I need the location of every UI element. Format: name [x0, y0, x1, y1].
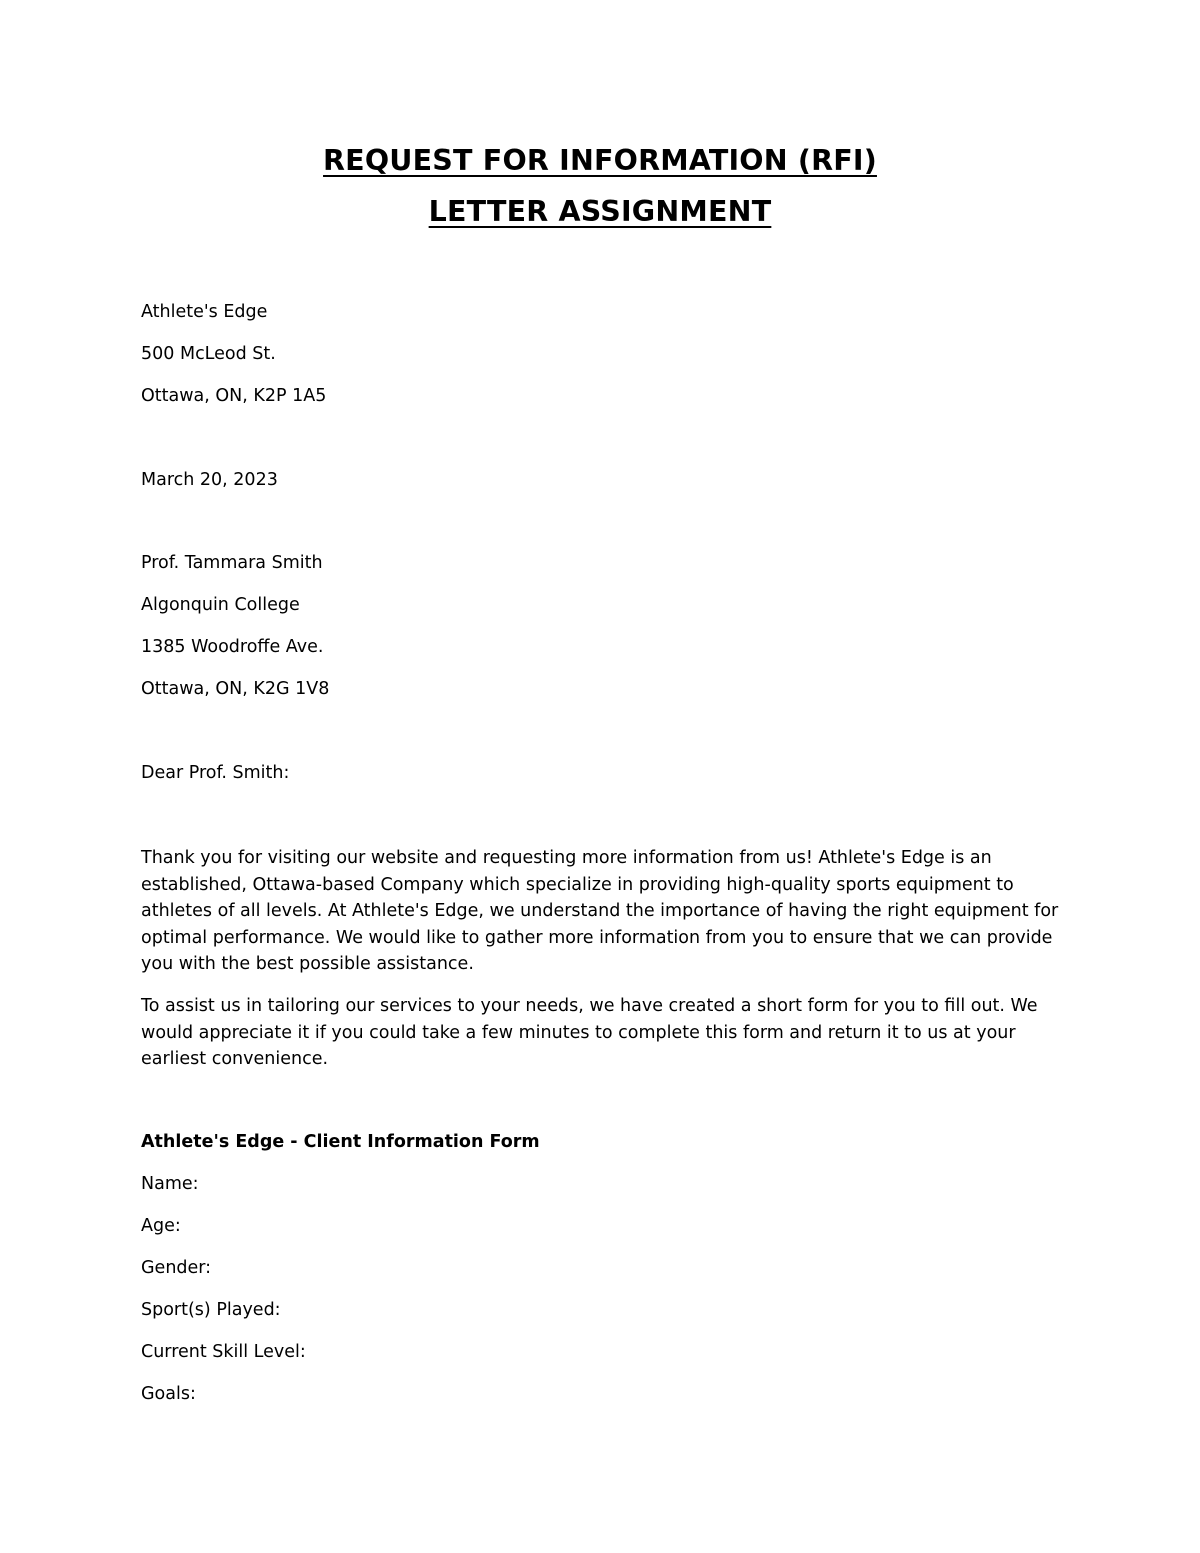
paragraph-2-line: To assist us in tailoring our services to your needs, we have created a short form for you to fill out. We [141, 996, 1038, 1016]
paragraph-2-line: would appreciate it if you could take a few minutes to complete this form and return it to us at your [141, 1022, 1016, 1043]
recipient-city: Ottawa, ON, K2G 1V8 [141, 679, 330, 699]
document-title-line-2: LETTER ASSIGNMENT [428, 195, 772, 228]
paragraph-2-line: earliest convenience. [141, 1049, 329, 1069]
form-field-age: Age: [141, 1216, 181, 1236]
form-field-name: Name: [141, 1174, 199, 1194]
paragraph-1-line: athletes of all levels. At Athlete's Edge, we understand the importance of having the right equipment for [141, 901, 1059, 921]
salutation: Dear Prof. Smith: [141, 763, 290, 783]
paragraph-1-line: Thank you for visiting our website and requesting more information from us! Athlete's Edge is an [141, 848, 992, 868]
recipient-organization: Algonquin College [141, 595, 300, 615]
form-heading: Athlete's Edge - Client Information Form [141, 1132, 540, 1152]
sender-street: 500 McLeod St. [141, 344, 276, 364]
paragraph-1-line: optimal performance. We would like to gather more information from you to ensure that we can provide [141, 927, 1053, 948]
paragraph-1-line: you with the best possible assistance. [141, 954, 474, 974]
sender-city: Ottawa, ON, K2P 1A5 [141, 386, 327, 406]
letter-date: March 20, 2023 [141, 470, 278, 490]
body-paragraph-1 [141, 845, 1071, 978]
paragraph-1-line: established, Ottawa-based Company which specialize in providing high-quality sports equipment to [141, 874, 1014, 895]
document-title-line-1: REQUEST FOR INFORMATION (RFI) [323, 144, 877, 177]
form-field-skill-level: Current Skill Level: [141, 1342, 306, 1362]
recipient-street: 1385 Woodroffe Ave. [141, 637, 324, 657]
form-field-gender: Gender: [141, 1258, 212, 1278]
sender-name: Athlete's Edge [141, 302, 268, 322]
recipient-name: Prof. Tammara Smith [141, 553, 323, 573]
form-field-goals: Goals: [141, 1384, 196, 1404]
body-paragraph-2 [141, 993, 1071, 1073]
form-field-sports: Sport(s) Played: [141, 1300, 281, 1320]
